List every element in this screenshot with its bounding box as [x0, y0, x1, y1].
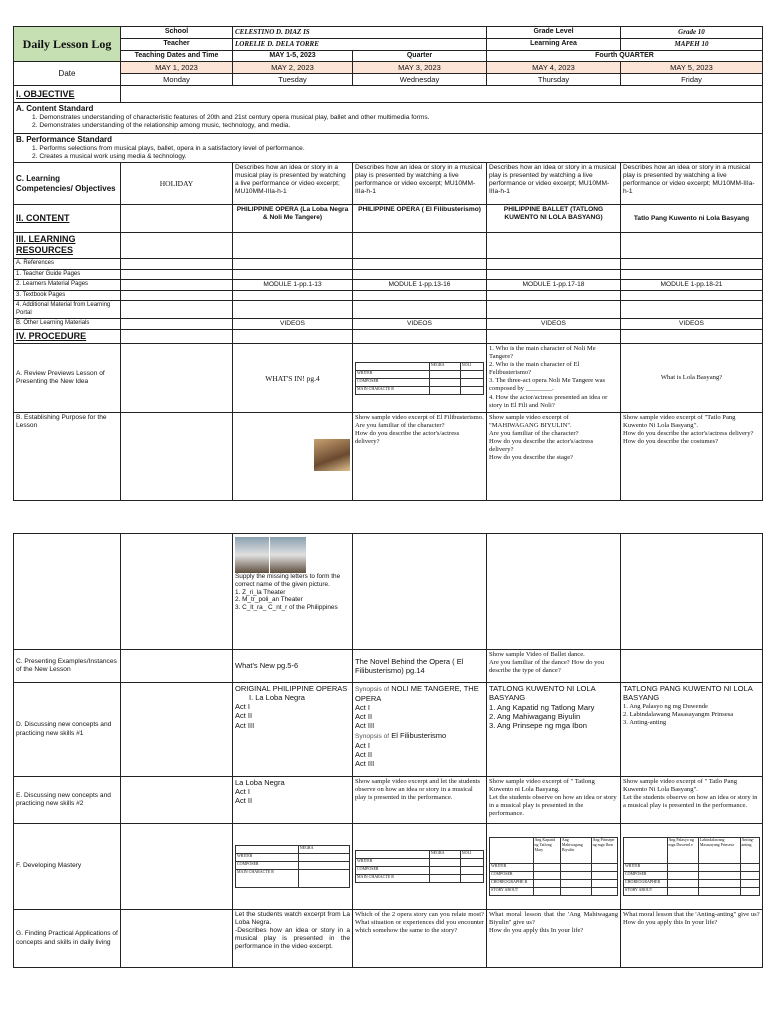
e2-line1: La Loba Negra [235, 778, 285, 787]
m3-h-noli: NOLI [460, 851, 483, 859]
competency-day4: Describes how an idea or story in a musical play is presented by watching a live performance or video excerpt; MU10MM-IIIa-h-1 [487, 163, 621, 205]
presenting-day4 [487, 650, 621, 683]
d5-line4: 3. Anting-anting [623, 718, 667, 726]
purpose-day3-line3: How do you describe the actor's/actress delivery? [355, 430, 460, 446]
m2-r-composer: COMPOSER [236, 862, 299, 870]
m5-r-writer: WRITER [624, 864, 668, 872]
content-standard-1: 1. Demonstrates understanding of characteristic features of 20th and 21st century opera musical play, ballet and other multimedia forms. [32, 114, 430, 122]
discussing1-day3 [353, 683, 487, 777]
area-label: Learning Area [487, 38, 621, 50]
mini-r-writer: WRITER [356, 370, 430, 378]
mastery-day5-table [623, 837, 760, 896]
other-materials-label: B. Other Learning Materials [14, 319, 121, 330]
mastery-day3 [353, 824, 487, 910]
discussing2-day2 [233, 777, 353, 824]
discussing1-label: D. Discussing new concepts and practicing new skills #1 [14, 683, 121, 777]
supply-letters-instruction: Supply the missing letters to form the correct name of the given picture. [235, 573, 341, 588]
grade-value: Grade 10 [621, 27, 763, 39]
d3-act1b: Act I [355, 740, 371, 750]
day-name-5: Friday [621, 74, 763, 86]
videos-day4: VIDEOS [487, 319, 621, 330]
d5-line2: 1. Ang Palasyo ng mg Duwende [623, 702, 708, 710]
log-title: Daily Lesson Log [14, 27, 121, 62]
mini-r-main-character: MAIN CHARACTE R [356, 386, 430, 394]
review-q1: 1. Who is the main character of Noli Me Tangere? [489, 345, 596, 361]
discussing1-day2 [233, 683, 353, 777]
review-mini-table [355, 362, 484, 395]
m2-r-writer: WRITER [236, 854, 299, 862]
mini-r-composer: COMPOSER [356, 378, 430, 386]
presenting-day4-line2: Are you familiar of the dance? How do you describe the type of dance? [489, 659, 604, 675]
applications-day5 [621, 910, 763, 968]
m2-h-negra: NEGRA [298, 846, 349, 854]
applications-day3: Which of the 2 opera story can you relate most? What situation or experiences did you encounter which somehow the same to the story? [353, 910, 487, 968]
d5-line1: TATLONG PANG KUWENTO NI LOLA BASYANG [623, 684, 753, 703]
performance-standard-label: B. Performance Standard [16, 135, 113, 145]
tg-pages-label: 1. Teacher Guide Pages [14, 269, 121, 279]
mastery-day2 [233, 824, 353, 910]
content-day3: PHILIPPINE OPERA ( El Filibusterismo) [353, 205, 487, 233]
review-q2: 2. Who is the main character of El Felibusterismo? [489, 361, 580, 377]
competencies-label: C. Learning Competencies/ Objectives [14, 163, 121, 205]
m4-r-composer: COMPOSER [490, 872, 534, 880]
m5-h3: Anting-anting [740, 838, 759, 864]
lm-pages-day2: MODULE 1-pp.1-13 [233, 279, 353, 290]
discussing2-day5 [621, 777, 763, 824]
competency-day2: Describes how an idea or story in a musical play is presented by watching a live performance or video excerpt; MU10MM-IIIa-h-1 [233, 163, 353, 205]
m4-r-story: STORY ABOUT [490, 888, 534, 896]
g2-line1: Let the students watch excerpt from La Loba Negra. [235, 911, 350, 927]
supply-letters-item1: 1. Z_ri_la Theater [235, 588, 286, 596]
presenting-label: C. Presenting Examples/Instances of the New Lesson [14, 650, 121, 683]
area-value: MAPEH 10 [621, 38, 763, 50]
content-standard [14, 103, 763, 134]
discussing1-day5 [621, 683, 763, 777]
m3-r-composer: COMPOSER [356, 867, 430, 875]
opera-photo [314, 439, 350, 471]
date-day3: MAY 3, 2023 [353, 62, 487, 74]
purpose-day5 [621, 413, 763, 501]
e4-line1: Show sample video excerpt of " Tatlong Kuwento ni Lola Basyang. [489, 778, 595, 794]
d4-line2: 1. Ang Kapatid ng Tatlong Mary [489, 702, 595, 712]
m3-r-main-character: MAIN CHARACTE R [356, 875, 430, 883]
d4-line4: 3. Ang Prinsepe ng mga Ibon [489, 721, 587, 730]
theater-photo-2 [270, 537, 306, 573]
dates-label: Teaching Dates and Time [121, 50, 233, 62]
mastery-label: F. Developing Mastery [14, 824, 121, 910]
g4-line1: What moral lesson that the 'Ang Mahiwagang Biyulin" give us? [489, 911, 618, 927]
performance-standard [14, 134, 763, 163]
m5-h1: Ang Palasyo ng mga Duwend e [667, 838, 698, 864]
m4-h3: Ang Prinsepe ng mga Ibon [591, 838, 617, 864]
purpose-day3 [353, 413, 487, 501]
g4-line2: How do you apply this In your life? [489, 927, 584, 935]
mini-h-noli: NOLI [460, 362, 483, 370]
mastery-day5 [621, 824, 763, 910]
applications-day4 [487, 910, 621, 968]
purpose-day3-line1: Show sample video excerpt of El Filibusterismo. [355, 414, 484, 422]
additional-material-label: 4. Additional Material from Learning Portal [14, 301, 121, 319]
e5-line2: Let the students observe on how an idea or story in a musical play is presented in the performance. [623, 794, 758, 810]
d2-line5: Act III [235, 720, 255, 730]
e5-line1: Show sample video excerpt of " Tatlo Pang Kuwento Ni Lola Basyang". [623, 778, 737, 794]
m4-h2: Ang Mahiwagang Biyulin [560, 838, 591, 864]
day-name-2: Tuesday [233, 74, 353, 86]
content-standard-2: 2. Demonstrates understanding of the relationship among music, technology, and media. [32, 122, 291, 130]
content-standard-label: A. Content Standard [16, 104, 94, 114]
content-day4: PHILIPPINE BALLET (TATLONG KUWENTO NI LOLA BASYANG) [487, 205, 621, 233]
m4-h1: Ang Kapatid ng Tatlong Mary [533, 838, 560, 864]
d3-act3: Act III [355, 721, 375, 731]
discussing2-day3: Show sample video excerpt and let the students observe on how an idea or story in a musical play is presented in the performance. [353, 777, 487, 824]
mini-h-negra: NEGRA [429, 362, 460, 370]
e2-line3: Act II [235, 796, 253, 806]
presenting-day2: What's New pg.5-6 [233, 650, 353, 683]
purpose-day4 [487, 413, 621, 501]
m5-r-composer: COMPOSER [624, 872, 668, 880]
discussing1-day4 [487, 683, 621, 777]
school-label: School [121, 27, 233, 39]
lm-pages-day5: MODULE 1-pp.18-21 [621, 279, 763, 290]
competency-day5: Describes how an idea or story in a musical play is presented by watching a live performance or video excerpt; MU10MM-IIIa-h-1 [621, 163, 763, 205]
review-day4 [487, 344, 621, 413]
content-day5: Tatlo Pang Kuwento ni Lola Basyang [621, 205, 763, 233]
m3-r-writer: WRITER [356, 859, 430, 867]
e4-line2: Let the students observe on how an idea or story in a musical play is presented in the performance. [489, 794, 617, 818]
theater-photo-1 [235, 537, 269, 573]
discussing2-day4 [487, 777, 621, 824]
references-label: A. References [14, 259, 121, 269]
school-value: CELESTINO D. DIAZ IS [233, 27, 487, 39]
grade-label: Grade Level [487, 27, 621, 39]
m4-r-choreographer: CHOREOGRAPHE R [490, 880, 534, 888]
purpose-day4-line2: Are you familiar of the character? [489, 430, 579, 438]
supply-letters-item2: 2. M_tr_poli_an Theater [235, 596, 303, 604]
g5-line1: What moral lesson that the 'Anting-anting" give us? [623, 911, 760, 918]
applications-day2 [233, 910, 353, 968]
lm-pages-day3: MODULE 1-pp.13-16 [353, 279, 487, 290]
review-label: A. Review Previews Lesson of Presenting the New Idea [14, 344, 121, 413]
d2-line3: Act I [235, 702, 251, 712]
d3-act1: Act I [355, 703, 371, 713]
review-q3: 3. The three-act opera Noli Me Tangere was composed by ________. [489, 377, 606, 393]
review-day5: What is Lola Basyang? [621, 344, 763, 413]
purpose-day4-line1: Show sample video excerpt of "MAHIWAGANG BIYULIN". [489, 414, 572, 430]
d3-act2b: Act II [355, 749, 373, 759]
date-day1: MAY 1, 2023 [121, 62, 233, 74]
procedure-heading: IV. PROCEDURE [14, 330, 121, 344]
e2-line2: Act I [235, 787, 251, 797]
purpose-label: B. Establishing Purpose for the Lesson [14, 413, 121, 501]
discussing2-label: E. Discussing new concepts and practicing new skills #2 [14, 777, 121, 824]
resources-heading: III. LEARNING RESOURCES [14, 233, 121, 259]
date-day4: MAY 4, 2023 [487, 62, 621, 74]
objective-heading: I. OBJECTIVE [14, 86, 121, 103]
competency-day3: Describes how an idea or story in a musical play is presented by watching a live performance or video excerpt; MU10MM-IIIa-h-1 [353, 163, 487, 205]
lesson-log-table-2 [13, 533, 763, 968]
lesson-log-page-2 [13, 533, 762, 968]
supply-letters-cell [233, 534, 353, 650]
lm-pages-day4: MODULE 1-pp.17-18 [487, 279, 621, 290]
g5-line2: How do you apply this In your life? [623, 919, 718, 927]
purpose-day5-line2: How do you describe the actor's/actress delivery? [623, 430, 754, 438]
d4-line1: TATLONG KUWENTO NI LOLA BASYANG [489, 684, 596, 703]
synopsis-label-2: Synopsis of [355, 732, 390, 740]
mastery-day3-table [355, 850, 484, 883]
content-heading: II. CONTENT [14, 205, 121, 233]
purpose-day5-line3: How do you describe the costumes? [623, 438, 719, 446]
presenting-day3: The Novel Behind the Opera ( El Filibusterismo) pg.14 [353, 650, 487, 683]
applications-label: G. Finding Practical Applications of concepts and skills in daily living [14, 910, 121, 968]
m5-r-story: STORY ABOUT [624, 888, 668, 896]
quarter-label: Quarter [353, 50, 487, 62]
purpose-day4-line4: How do you describe the stage? [489, 454, 574, 462]
day-name-3: Wednesday [353, 74, 487, 86]
review-day3 [353, 344, 487, 413]
date-day2: MAY 2, 2023 [233, 62, 353, 74]
lesson-log-table-1 [13, 26, 763, 501]
m3-h-negra: NEGRA [429, 851, 460, 859]
holiday-cell: HOLIDAY [121, 163, 233, 205]
m4-r-writer: WRITER [490, 864, 534, 872]
supply-letters-item3: 3. C_lt_ra_ C_nt_r of the Philippines [235, 604, 338, 612]
date-day5: MAY 5, 2023 [621, 62, 763, 74]
lm-pages-label: 2. Learners Material Pages [14, 279, 121, 290]
synopsis-title-1: NOLI ME TANGERE, THE OPERA [355, 684, 479, 704]
d2-line4: Act II [235, 711, 253, 721]
purpose-day5-line1: Show sample video excerpt of "Tatlo Pang Kuwento Ni Lola Basyang". [623, 414, 736, 430]
review-q4: 4. How the actor/actress presented an idea or story in El Fili and Noli? [489, 393, 608, 409]
synopsis-label-1: Synopsis of [355, 686, 390, 693]
m2-r-main-character: MAIN CHARACTE R [236, 870, 299, 888]
teacher-label: Teacher [121, 38, 233, 50]
synopsis-title-2: El Filibusterismo [391, 730, 447, 740]
videos-day5: VIDEOS [621, 319, 763, 330]
teacher-value: LORELIE D. DELA TORRE [233, 38, 487, 50]
presenting-day4-line1: Show sample Video of Ballet dance. [489, 651, 585, 658]
d4-line3: 2. Ang Mahiwagang Biyulin [489, 711, 581, 721]
day-name-1: Monday [121, 74, 233, 86]
purpose-day4-line3: How do you describe the actor's/actress delivery? [489, 438, 594, 454]
m5-h2: Labindalawang Masasayang Prinsesa [698, 838, 740, 864]
d2-line1: ORIGINAL PHILIPPINE OPERAS [235, 684, 348, 693]
d2-line2: I. La Loba Negra [249, 693, 305, 703]
mastery-day4 [487, 824, 621, 910]
d5-line3: 2. Labindalawang Masasayangm Prinsesa [623, 710, 734, 718]
d3-act2: Act II [355, 712, 373, 722]
m5-r-choreographer: CHOREOGRAPHER [624, 880, 668, 888]
d3-act3b: Act III [355, 758, 375, 768]
content-day2: PHILIPPINE OPERA (La Loba Negra & Noli Me Tangere) [233, 205, 353, 233]
performance-standard-1: 1. Performs selections from musical plays, ballet, opera in a satisfactory level of performance. [32, 145, 305, 153]
dates-value: MAY 1-5, 2023 [233, 50, 353, 62]
g2-line2: -Describes how an idea or story in a musical play is presented in the performance in the video excerpt. [235, 927, 350, 951]
videos-day2: VIDEOS [233, 319, 353, 330]
videos-day3: VIDEOS [353, 319, 487, 330]
lesson-log-page-1 [13, 26, 762, 501]
textbook-pages-label: 3. Textbook Pages [14, 291, 121, 301]
mastery-day4-table [489, 837, 618, 896]
review-day2: WHAT'S IN! pg.4 [233, 344, 353, 413]
day-name-4: Thursday [487, 74, 621, 86]
mastery-day2-table [235, 845, 350, 888]
purpose-day3-line2: Are you familiar of the character? [355, 422, 445, 430]
performance-standard-2: 2. Creates a musical work using media & technology. [32, 153, 187, 161]
quarter-value: Fourth QUARTER [487, 50, 763, 62]
date-label: Date [14, 62, 121, 86]
